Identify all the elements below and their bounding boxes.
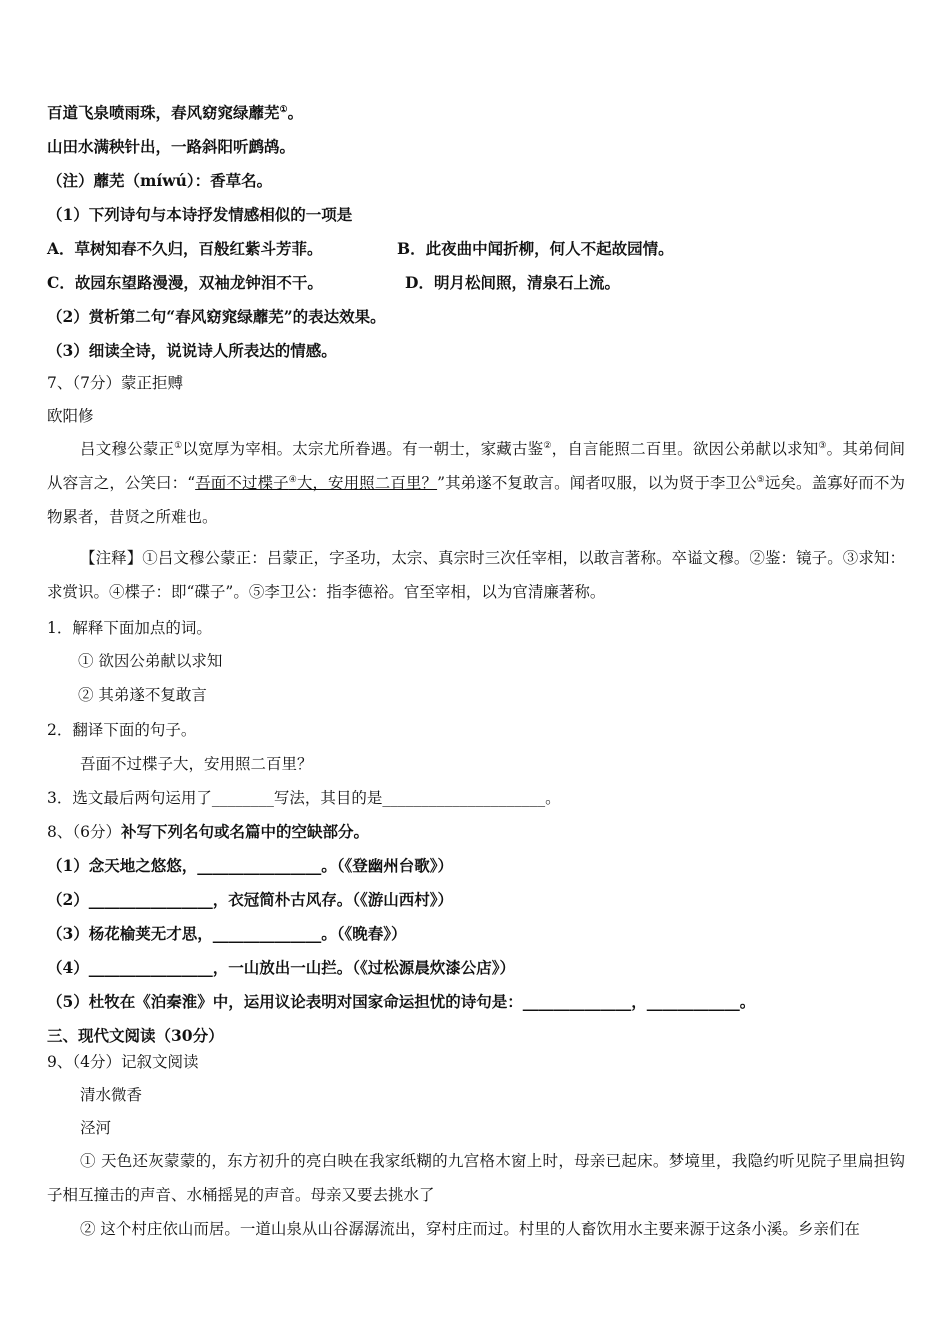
q7-task-2a: 吾面不过楪子大，安用照二百里？	[80, 755, 313, 773]
q8-line-2: （2）________________，衣冠简朴古风存。（《游山西村》）	[47, 890, 454, 909]
option-a: A．草树知春不久归，百般红紫斗芳菲。	[47, 239, 323, 258]
poem-line-2: 山田水满秧针出，一路斜阳听鹧鸪。	[47, 137, 296, 156]
q7-task-1b: ② 其弟遂不复敢言	[78, 686, 207, 704]
q7-passage: 吕文穆公蒙正①以宽厚为宰相。太宗尤所眷遇。有一朝士，家藏古鉴②，自言能照二百里。欲因公弟献以求知③。其弟伺间从容言之，公笑曰：“吾面不过楪子④大，安用照二百里？”其弟遂不复敢言。闻者叹服，以为贤于李卫公⑤远矣。盖寡好而不为物累者，昔贤之所难也。	[47, 440, 905, 526]
q8-heading: 8、（6分）补写下列名句或名篇中的空缺部分。	[47, 822, 369, 841]
q9-heading: 9、（4分）记叙文阅读	[47, 1053, 199, 1071]
q7-task-2: 2．翻译下面的句子。	[47, 721, 197, 739]
option-b: B．此夜曲中闻折柳，何人不起故园情。	[397, 239, 674, 258]
q8-line-3: （3）杨花榆荚无才思，______________。（《晚春》）	[47, 924, 407, 943]
q7-task-3: 3．选文最后两句运用了________写法，其目的是_____________________。	[47, 789, 561, 807]
q7-task-1a: ① 欲因公弟献以求知	[78, 652, 223, 670]
option-c: C．故园东望路漫漫，双袖龙钟泪不干。	[47, 273, 323, 292]
q6-subquestion-2: （2）赏析第二句“春风窈窕绿蘼芜”的表达效果。	[47, 307, 386, 326]
q8-line-4: （4）________________，一山放出一山拦。（《过松源晨炊漆公店》）	[47, 958, 516, 977]
essay-paragraph-2: ② 这个村庄依山而居。一道山泉从山谷潺潺流出，穿村庄而过。村里的人畜饮用水主要来源于这条小溪。乡亲们在	[80, 1220, 860, 1238]
essay-title: 清水微香	[80, 1086, 143, 1104]
q8-line-1: （1）念天地之悠悠，________________。（《登幽州台歌》）	[47, 856, 454, 875]
q7-heading: 7、（7分）蒙正拒赙	[47, 374, 183, 392]
underlined-sentence: 吾面不过楪子④大，安用照二百里？	[195, 474, 438, 492]
poem-note: （注）蘼芜（míwú）：香草名。	[47, 171, 273, 190]
q7-author: 欧阳修	[47, 407, 94, 425]
section-3-title: 三、现代文阅读（30分）	[47, 1026, 224, 1045]
essay-paragraph-1: ① 天色还灰蒙蒙的，东方初升的亮白映在我家纸糊的九宫格木窗上时，母亲已起床。梦境里，我隐约听见院子里扁担钩子相互撞击的声音、水桶摇晃的声音。母亲又要去挑水了	[47, 1152, 905, 1204]
q7-task-1: 1．解释下面加点的词。	[47, 619, 212, 637]
q6-subquestion-3: （3）细读全诗，说说诗人所表达的情感。	[47, 341, 337, 360]
q8-line-5: （5）杜牧在《泊秦淮》中，运用议论表明对国家命运担忧的诗句是：______________，____________。	[47, 992, 756, 1011]
q6-subquestion-1: （1）下列诗句与本诗抒发情感相似的一项是	[47, 205, 353, 224]
poem-line-1: 百道飞泉喷雨珠，春风窈窕绿蘼芜①。	[47, 103, 304, 122]
option-d: D．明月松间照，清泉石上流。	[405, 273, 620, 292]
q7-annotations: 【注释】①吕文穆公蒙正：吕蒙正，字圣功，太宗、真宗时三次任宰相，以敢言著称。卒谥文穆。②鉴：镜子。③求知：求赏识。④楪子：即“碟子”。⑤李卫公：指李德裕。官至宰相，以为官清廉著称。	[47, 549, 905, 601]
essay-author: 泾河	[80, 1119, 112, 1137]
